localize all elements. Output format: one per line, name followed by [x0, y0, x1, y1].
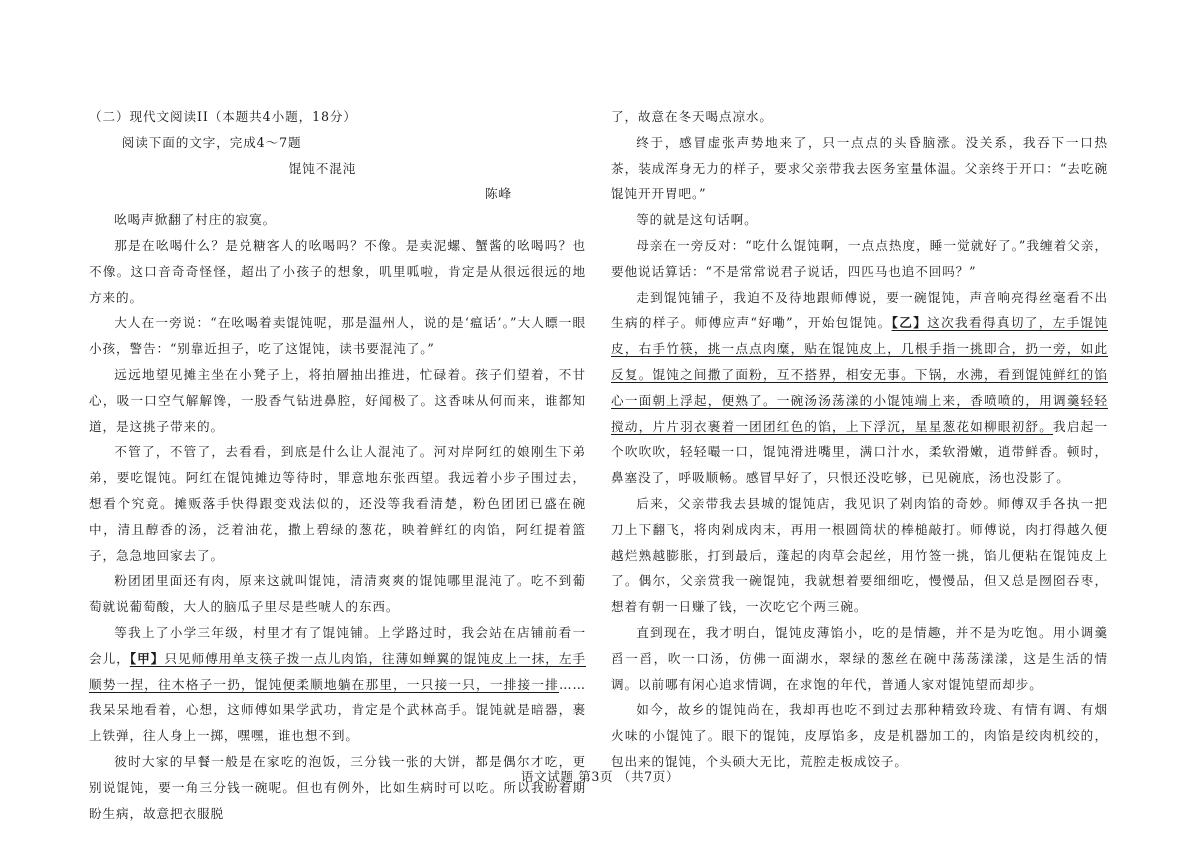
page-footer: 语文试题 第3页 （共7页）: [520, 769, 680, 784]
paragraph: 彼时大家的早餐一般是在家吃的泡饭，三分钱一张的大饼，都是偶尔才吃，更别说馄饨，要一角三分钱一碗呢。但也有例外，比如生病时可以吃。所以我盼着期盼生病，故意把衣服脱: [89, 753, 586, 821]
paragraph: 如今，故乡的馄饨尚在，我却再也吃不到过去那种精致玲珑、有情有调、有烟火味的小馄饨了。眼下的馄饨，皮厚馅多，皮是机器加工的，肉馅是绞肉机绞的，包出来的馄饨，个头硕大无比，荒腔走板成饺子。: [611, 702, 1108, 769]
article-title: 馄饨不混沌: [288, 160, 357, 176]
paragraph: 后来，父亲带我去县城的馄饨店，我见识了剁肉馅的奇妙。师傅双手各执一把刀上下翻飞，将肉剁成肉末，再用一根圆筒状的棒槌敲打。师傅说，肉打得越久便越烂熟越膨胀，打到最后，蓬起的肉草会起丝，用竹签一挑，馅儿便粘在馄饨皮上了。偶尔，父亲赏我一碗馄饨，我就想着要细细吃，慢慢品，但又总是囫囵吞枣，想着有朝一日赚了钱，一次吃它个两三碗。: [611, 495, 1108, 615]
paragraph: 直到现在，我才明白，馄饨皮薄馅小，吃的是情趣，并不是为吃饱。用小调羹舀一舀，吹一口汤，仿佛一面湖水，翠绿的葱丝在碗中荡荡漾漾，这是生活的情调。以前哪有闲心追求情调，在求饱的年代，普通人家对馄饨望而却步。: [611, 624, 1108, 692]
paragraph: 那是在吆喝什么？是兑糖客人的吆喝吗？不像。是卖泥螺、蟹酱的吆喝吗？也不像。这口音奇奇怪怪，超出了小孩子的想象，叽里呱啦，肯定是从很远很远的地方来的。: [89, 237, 586, 305]
paragraph-jia: [89, 620, 586, 749]
passage-marker-jia: 【甲】: [129, 650, 165, 666]
reading-instruction: 阅读下面的文字，完成4～7题: [121, 134, 302, 150]
left-column: [89, 104, 586, 826]
section-heading: （二）现代文阅读II（本题共4小题，18分）: [89, 109, 357, 124]
paragraph-text: ……我呆呆地看着，心想，这师傅如果学武功，肯定是个武林高手。馄饨就是暗器，裹上铁弹，往人身上一掷，嘿嘿，谁也想不到。: [89, 676, 586, 744]
paragraph-text: 走到馄饨铺子，我迫不及待地跟师傅说，要一碗馄饨，声音响亮得丝毫看不出生病的样子。师傅应声“好嘞”，开始包馄饨。: [611, 289, 1108, 331]
paragraph-continuation: 了，故意在冬天喝点凉水。: [611, 109, 773, 124]
paragraph: 吆喝声掀翻了村庄的寂寞。: [114, 212, 277, 228]
paragraph-text: 等我上了小学三年级，村里才有了馄饨铺。上学路过时，我会站在店铺前看一会儿，: [89, 624, 586, 666]
paragraph: 母亲在一旁反对：“吃什么馄饨啊，一点点热度，睡一觉就好了。”我缠着父亲，要他说话算话：“不是常常说君子说话，四匹马也追不回吗？”: [611, 237, 1108, 279]
paragraph: 等的就是这句话啊。: [636, 212, 758, 228]
underlined-passage-jia: 只见师傅用单支筷子拨一点儿肉馅，往薄如蝉翼的馄饨皮上一抹，左手顺势一捏，往木格子一扔，馄饨便柔顺地躺在那里，一只接一只，一排接一排: [89, 650, 587, 692]
article-author: 陈峰: [485, 186, 512, 202]
underlined-passage-yi: 这次我看得真切了，左手馄饨皮，右手竹筷，挑一点点肉糜，贴在馄饨皮上，几根手指一挑即合，扔一旁，如此反复。馄饨之间撒了面粉，互不搭界，相安无事。下锅，水沸，看到馄饨鲜红的馅心一面朝上浮起，便熟了。一碗汤汤荡漾的小馄饨端上来，香喷喷的，用调羹轻轻搅动，片片羽衣裹着一团团红色的馅，上下浮沉，星星葱花如柳眼初舒。: [611, 315, 1109, 434]
paragraph: 大人在一旁说：“在吆喝着卖馄饨呢，那是温州人，说的是‘瘟话’。”大人瞟一眼小孩，警告：“别靠近担子，吃了这馄饨，读书要混沌了。”: [89, 315, 586, 357]
passage-marker-yi: 【乙】: [891, 315, 928, 331]
paragraph: 终于，感冒虚张声势地来了，只一点点的头昏脑涨。没关系，我吞下一口热茶，装成浑身无力的样子，要求父亲带我去医务室量体温。父亲终于开口：“去吃碗馄饨开开胃吧。”: [611, 134, 1108, 202]
right-column: [611, 104, 1108, 775]
paragraph-yi: [611, 285, 1108, 491]
paragraph: 远远地望见摊主坐在小凳子上，将拍層抽出推进，忙碌着。孩子们望着，不甘心，吸一口空气解解馋，一股香气钻进鼻腔，好闻极了。这香味从何而来，谁都知道，是这挑子带来的。: [89, 366, 586, 434]
paragraph: 不管了，不管了，去看看，到底是什么让人混沌了。河对岸阿红的娘刚生下弟弟，要吃馄饨。阿红在馄饨摊边等待时，罪意地东张西望。我远着小步子围过去，想看个究竟。摊贩落手快得跟变戏法似的，还没等我看清楚，粉色团团已盛在碗中，清且醇香的汤，泛着油花，撒上碧绿的葱花，映着鲜红的肉馅，阿红提着篮子，急急地回家去了。: [89, 444, 586, 563]
paragraph: 粉团团里面还有肉，原来这就叫馄饨，清清爽爽的馄饨哪里混沌了。吃不到葡萄就说葡萄酸，大人的脑瓜子里尽是些唬人的东西。: [89, 573, 586, 615]
paragraph-text: 我启起一个吹吹吹，轻轻嘬一口，馄饨滑进嘴里，满口汁水，柔软滑嫩，逍带鲜香。顿时，鼻塞没了，呼吸顺畅。感冒早好了，只恨还没吃够，已见碗底，汤也没影了。: [611, 418, 1108, 486]
